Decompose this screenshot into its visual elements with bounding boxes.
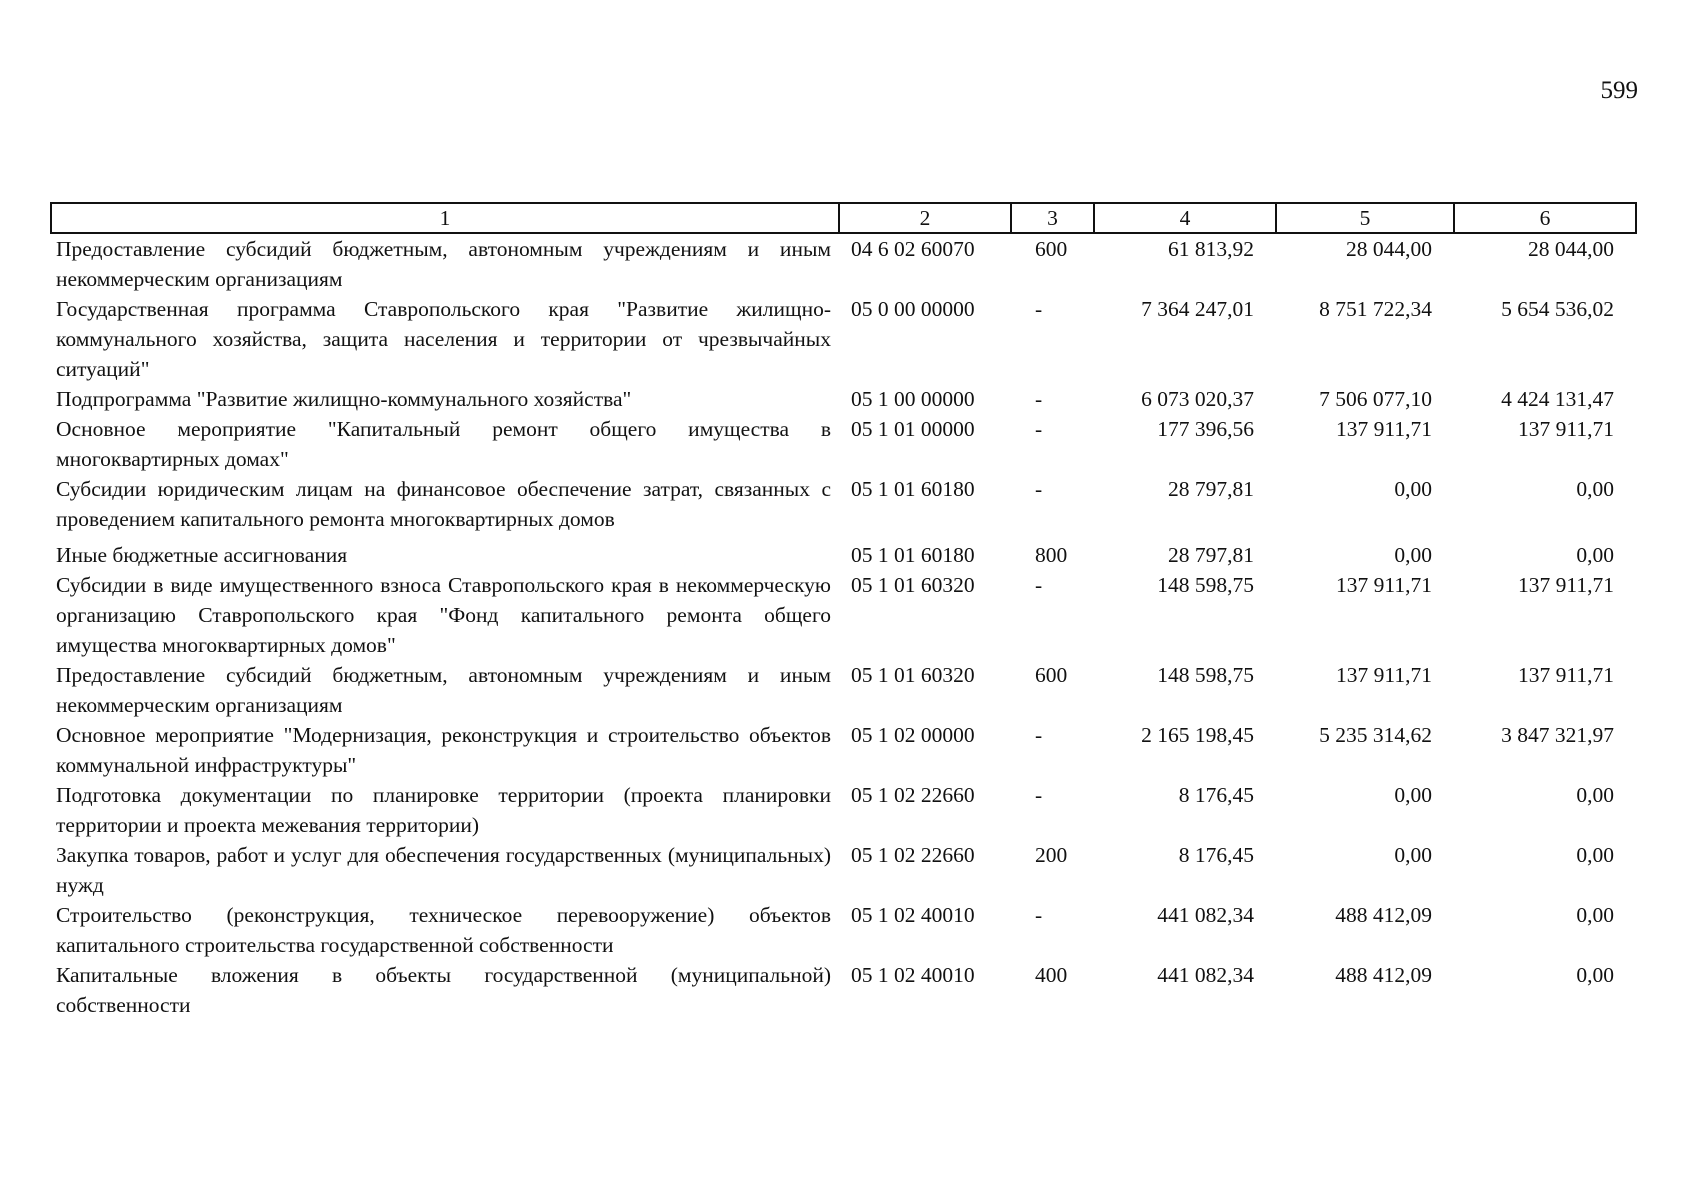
table-row: [51, 474, 1636, 534]
row-code: 05 1 01 00000: [851, 417, 975, 441]
page-number: 599: [1600, 77, 1638, 104]
table-row: [51, 900, 1636, 960]
header-col-2: 2: [839, 203, 1011, 233]
row-expense-type: -: [1035, 573, 1043, 597]
row-value-col4: 28 797,81: [1168, 477, 1254, 501]
row-expense-type: 800: [1035, 543, 1068, 567]
row-name: Основное мероприятие "Капитальный ремонт общего имущества в многоквартирных домах": [56, 417, 831, 471]
table-row: [51, 534, 1636, 570]
row-value-col6: 0,00: [1576, 903, 1614, 927]
row-value-col5: 488 412,09: [1335, 903, 1432, 927]
row-expense-type: -: [1035, 783, 1043, 807]
row-value-col6: 5 654 536,02: [1501, 297, 1614, 321]
row-expense-type: -: [1035, 387, 1043, 411]
row-value-col6: 137 911,71: [1518, 573, 1614, 597]
row-value-col4: 8 176,45: [1178, 843, 1254, 867]
header-row: [51, 203, 1636, 233]
row-name: Иные бюджетные ассигнования: [56, 543, 348, 567]
header-col-1: 1: [51, 203, 839, 233]
row-name: Подготовка документации по планировке территории (проекта планировки территории и проекта межевания территории): [56, 783, 831, 837]
row-value-col6: 0,00: [1576, 477, 1614, 501]
row-name: Предоставление субсидий бюджетным, автономным учреждениям и иным некоммерческим организациям: [56, 237, 831, 291]
row-expense-type: -: [1035, 477, 1043, 501]
row-name: Предоставление субсидий бюджетным, автономным учреждениям и иным некоммерческим организациям: [56, 663, 831, 717]
row-value-col4: 177 396,56: [1157, 417, 1254, 441]
row-value-col5: 137 911,71: [1336, 573, 1432, 597]
header-col-4: 4: [1094, 203, 1276, 233]
row-value-col6: 4 424 131,47: [1501, 387, 1614, 411]
row-value-col5: 0,00: [1394, 783, 1432, 807]
row-name: Строительство (реконструкция, техническое перевооружение) объектов капитального строительства государственной собственности: [56, 903, 831, 957]
row-code: 05 1 02 00000: [851, 723, 975, 747]
row-value-col5: 0,00: [1394, 477, 1432, 501]
header-col-6: 6: [1454, 203, 1636, 233]
row-code: 05 1 01 60180: [851, 477, 975, 501]
row-value-col4: 441 082,34: [1157, 903, 1254, 927]
row-value-col6: 28 044,00: [1528, 237, 1614, 261]
row-value-col5: 28 044,00: [1346, 237, 1432, 261]
row-expense-type: -: [1035, 723, 1043, 747]
row-value-col5: 7 506 077,10: [1319, 387, 1432, 411]
row-code: 05 1 01 60180: [851, 543, 975, 567]
table-row: [51, 840, 1636, 900]
row-value-col5: 0,00: [1394, 843, 1432, 867]
row-code: 04 6 02 60070: [851, 237, 975, 261]
table-row: [51, 294, 1636, 384]
row-code: 05 1 01 60320: [851, 663, 975, 687]
row-expense-type: -: [1035, 417, 1043, 441]
row-code: 05 1 02 40010: [851, 903, 975, 927]
table-row: [51, 960, 1636, 1020]
header-col-3: 3: [1011, 203, 1094, 233]
table-row: [51, 570, 1636, 660]
row-code: 05 1 00 00000: [851, 387, 975, 411]
row-value-col4: 61 813,92: [1168, 237, 1254, 261]
row-value-col4: 8 176,45: [1178, 783, 1254, 807]
table-row: [51, 414, 1636, 474]
row-value-col6: 0,00: [1576, 783, 1614, 807]
row-value-col4: 441 082,34: [1157, 963, 1254, 987]
table-row: [51, 780, 1636, 840]
row-expense-type: 200: [1035, 843, 1068, 867]
row-name: Капитальные вложения в объекты государственной (муниципальной) собственности: [56, 963, 831, 1017]
row-value-col6: 3 847 321,97: [1501, 723, 1614, 747]
row-value-col6: 0,00: [1576, 843, 1614, 867]
row-value-col4: 148 598,75: [1157, 663, 1254, 687]
row-value-col5: 137 911,71: [1336, 417, 1432, 441]
table-row: [51, 233, 1636, 294]
budget-table: [50, 202, 1637, 1020]
row-value-col4: 148 598,75: [1157, 573, 1254, 597]
row-value-col5: 488 412,09: [1335, 963, 1432, 987]
row-value-col6: 137 911,71: [1518, 663, 1614, 687]
row-value-col4: 7 364 247,01: [1141, 297, 1254, 321]
row-code: 05 1 01 60320: [851, 573, 975, 597]
row-name: Субсидии юридическим лицам на финансовое обеспечение затрат, связанных с проведением капитального ремонта многоквартирных домов: [56, 477, 831, 531]
row-expense-type: -: [1035, 297, 1043, 321]
row-name: Субсидии в виде имущественного взноса Ставропольского края в некоммерческую организацию Ставропольского края "Фонд капитального ремонта общего имущества многоквартирных домов": [56, 573, 831, 657]
row-value-col4: 2 165 198,45: [1141, 723, 1254, 747]
table-body: [51, 233, 1636, 1020]
row-expense-type: 600: [1035, 663, 1068, 687]
row-expense-type: 600: [1035, 237, 1068, 261]
row-value-col5: 5 235 314,62: [1319, 723, 1432, 747]
row-name: Подпрограмма "Развитие жилищно-коммунального хозяйства": [56, 387, 632, 411]
row-value-col4: 6 073 020,37: [1141, 387, 1254, 411]
row-value-col5: 137 911,71: [1336, 663, 1432, 687]
row-value-col6: 137 911,71: [1518, 417, 1614, 441]
table-row: [51, 720, 1636, 780]
row-name: Государственная программа Ставропольского края "Развитие жилищно-коммунального хозяйства, защита населения и территории от чрезвычайных ситуаций": [56, 297, 831, 381]
row-code: 05 1 02 22660: [851, 843, 975, 867]
row-name: Основное мероприятие "Модернизация, реконструкция и строительство объектов коммунальной инфраструктуры": [56, 723, 831, 777]
row-value-col5: 8 751 722,34: [1319, 297, 1432, 321]
header-col-5: 5: [1276, 203, 1454, 233]
row-value-col5: 0,00: [1394, 543, 1432, 567]
row-value-col6: 0,00: [1576, 543, 1614, 567]
row-value-col6: 0,00: [1576, 963, 1614, 987]
table-header: [51, 203, 1636, 233]
row-code: 05 0 00 00000: [851, 297, 975, 321]
row-code: 05 1 02 40010: [851, 963, 975, 987]
row-expense-type: 400: [1035, 963, 1068, 987]
table-row: [51, 660, 1636, 720]
row-value-col4: 28 797,81: [1168, 543, 1254, 567]
row-code: 05 1 02 22660: [851, 783, 975, 807]
row-expense-type: -: [1035, 903, 1043, 927]
table-row: [51, 384, 1636, 414]
row-name: Закупка товаров, работ и услуг для обеспечения государственных (муниципальных) нужд: [56, 843, 831, 897]
